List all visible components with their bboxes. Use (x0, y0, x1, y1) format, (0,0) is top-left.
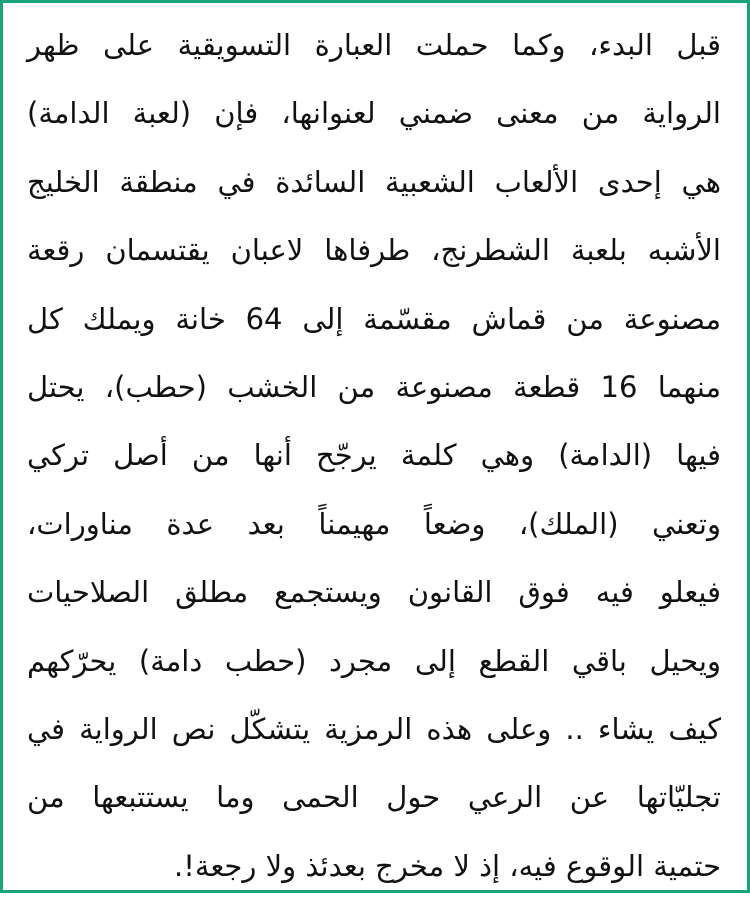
text-line: ويحيل باقي القطع إلى مجرد (حطب دامة) يحرّكهم (27, 643, 721, 678)
text-line: منهما 16 قطعة مصنوعة من الخشب (حطب)، يحتل (27, 369, 721, 404)
text-line: مصنوعة من قماش مقسّمة إلى 64 خانة ويملك كل (27, 301, 721, 336)
text-line: وتعني (الملك)، وضعاً مهيمناً بعد عدة مناورات، (27, 506, 721, 541)
arabic-paragraph (27, 11, 721, 900)
text-line: تجليّاتها عن الرعي حول الحمى وما يستتبعها من (27, 780, 721, 815)
text-line: هي إحدى الألعاب الشعبية السائدة في منطقة الخليج (27, 164, 721, 199)
text-line: فيعلو فيه فوق القانون ويستجمع مطلق الصلاحيات (27, 575, 721, 610)
text-line: كيف يشاء .. وعلى هذه الرمزية يتشكّل نص الرواية في (27, 711, 721, 746)
text-line: الرواية من معنى ضمني لعنوانها، فإن (لعبة الدامة) (27, 96, 721, 131)
text-line: الأشبه بلعبة الشطرنج، طرفاها لاعبان يقتسمان رقعة (27, 233, 721, 268)
text-line: قبل البدء، وكما حملت العبارة التسويقية على ظهر (27, 28, 721, 62)
text-line: حتمية الوقوع فيه، إذ لا مخرج بعدئذ ولا رجعة!. (174, 848, 721, 883)
text-line: فيها (الدامة) وهي كلمة يرجّح أنها من أصل تركي (27, 438, 721, 473)
